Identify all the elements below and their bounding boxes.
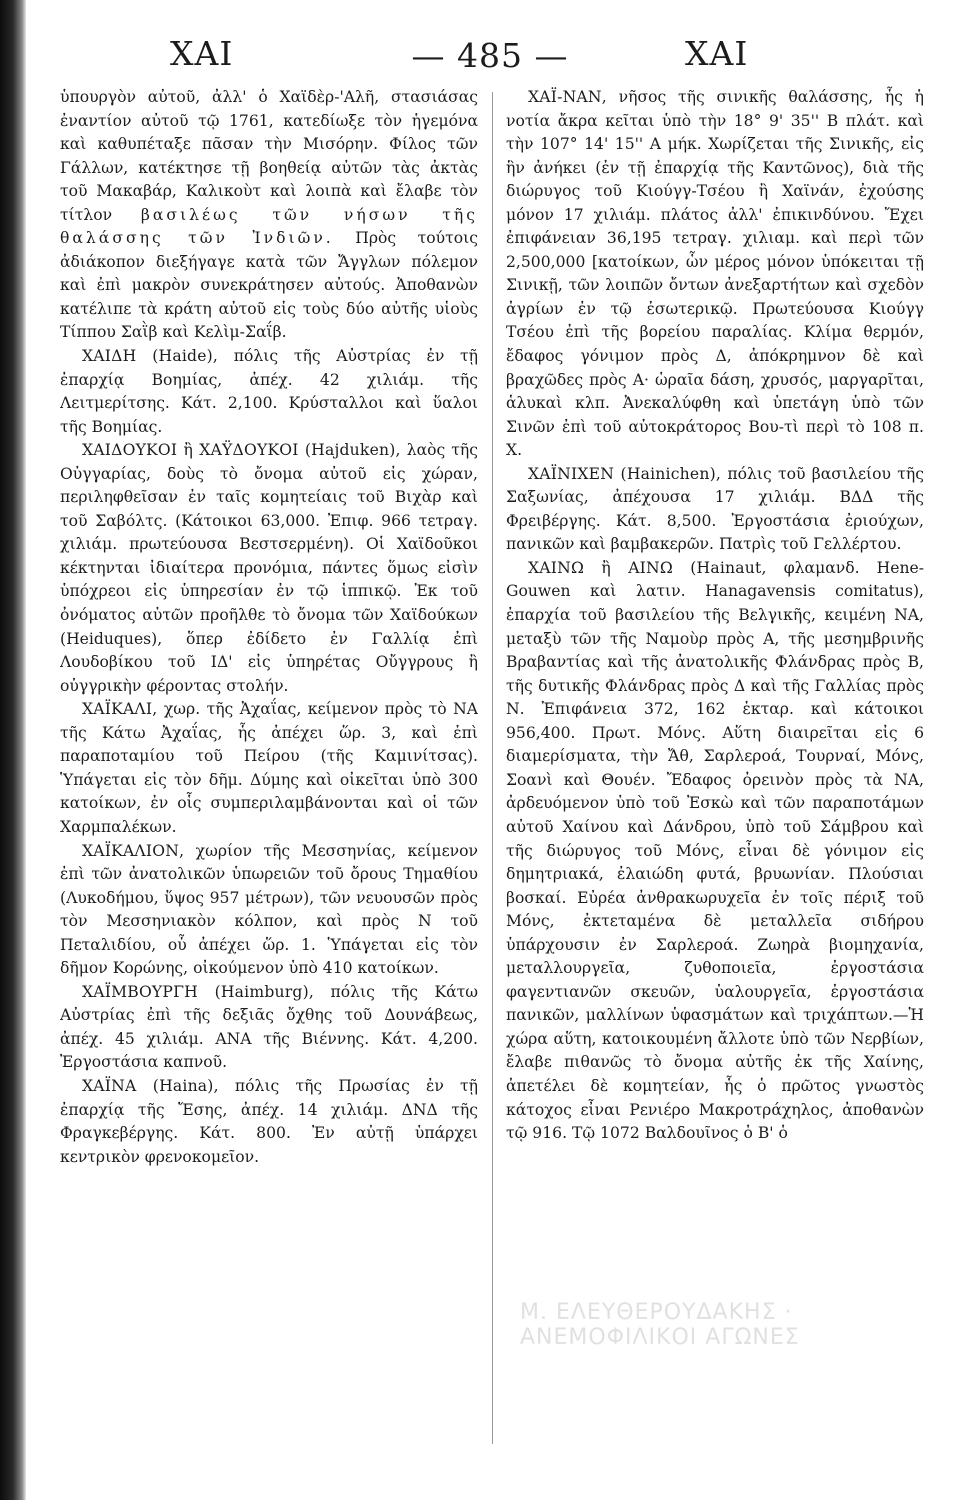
entry-text: πόλις τῆς Πρωσίας ἐν τῇ ἐπαρχίᾳ τῆς Ἔσης, ἀπέχ. 14 χιλιάμ. ΔΝΔ τῆς Φραγκεβέργης. Κάτ. 800. Ἐν αὐτῇ ὑπάρχει κεντρικὸν φρενοκομεῖον. (60, 1076, 478, 1166)
entry-headword: ΧΑΪ-ΝΑΝ, (528, 88, 607, 106)
entry-haina (60, 1075, 478, 1169)
entry-haidoukoi (60, 439, 478, 698)
continued-paragraph (60, 86, 478, 345)
spaced-title-text: βασιλέως τῶν νήσων τῆς θαλάσσης τῶν Ἰνδιῶν. (60, 205, 478, 248)
running-head-left: ΧΑΙ (170, 34, 234, 73)
book-spine-shadow (0, 0, 26, 1500)
dictionary-page (60, 28, 953, 1468)
entry-haimbourgi (60, 981, 478, 1075)
entry-text: χωρ. τῆς Ἀχαΐας, κείμενον πρὸς τὸ ΝΑ τῆς Κάτω Ἀχαΐας, ἧς ἀπέχει ὥρ. 3, καὶ ἐπὶ παραποταμίου τοῦ Πείρου (τῆς Καμινίτσας). Ὑπάγεται εἰς τὸν δῆμ. Δύμης καὶ οἰκεῖται ὑπὸ 300 κατοίκων, ἐν οἷς συμπεριλαμβάνονται καὶ οἱ τῶν Χαρμπαλέκων. (60, 700, 478, 836)
entry-hai-nan (506, 86, 924, 463)
paragraph-text: Πρὸς τούτοις ἀδιάκοπον διεξήγαγε κατὰ τῶν Ἄγγλων πόλεμον καὶ ἐπὶ μακρὸν συνεκράτησεν αὐτούς. Ἀποθανὼν κατέλιπε τὰ κράτη αὐτοῦ εἰς τοὺς δύο αὐτῆς υἱοὺς Τίππου Σαῒβ καὶ Κελὶμ-Σαΐβ. (60, 229, 478, 342)
entry-headword: ΧΑΪΝΑ (Haina), (82, 1076, 219, 1095)
entry-haikali (60, 698, 478, 839)
left-column (60, 86, 478, 1446)
right-column (506, 86, 924, 1446)
entry-text: πόλις τῆς Κάτω Αὐστρίας ἐπὶ τῆς δεξιᾶς ὄχθης τοῦ Δουνάβεως, ἀπέχ. 45 χιλιάμ. ΑΝΑ τῆς Βιέννης. Κάτ. 4,200. Ἐργοστάσια καπνοῦ. (60, 982, 478, 1072)
entry-headword: ΧΑΪΚΑΛΙΟΝ, (82, 841, 185, 860)
entry-haino (506, 557, 924, 1146)
page-number: — 485 — (411, 36, 569, 75)
entry-headword: ΧΑΪΝΙΧΕΝ (Hainichen), (528, 464, 722, 483)
entry-headword: ΧΑΙΔΗ (Haide), (82, 347, 219, 366)
entry-text: λαὸς τῆς Οὐγγαρίας, δοὺς τὸ ὄνομα αὐτοῦ εἰς χώραν, περιληφθεῖσαν ἐν ταῖς κομητείαις τοῦ Βιχὰρ καὶ τοῦ Σαβόλτς. (Κάτοικοι 63,000. Ἐπιφ. 966 τετραγ. χιλιάμ. πρωτεύουσα Βεστσερμένη). Οἱ Χαϊδοῦκοι κέκτηνται ἰδιαίτερα προνόμια, πάντες ὅμως εἰσὶν ὑπόχρεοι εἰς ὑπηρεσίαν ἐν τῷ ἱππικῷ. Ἐκ τοῦ ὀνόματος αὐτῶν προῆλθε τὸ ὄνομα τῶν Χαϊδούκων (Heiduques), ὅπερ ἐδίδετο ἐν Γαλλίᾳ ἐπὶ Λουδοβίκου τοῦ ΙΔ' εἰς ὑπηρέτας Οὔγγρους ἢ οὐγγρικὴν φέροντας στολήν. (60, 441, 478, 695)
paragraph-text: ὑπουργὸν αὐτοῦ, ἀλλ' ὁ Χαϊδὲρ-'Αλῆ, στασιάσας ἐναντίον αὐτοῦ τῷ 1761, κατεδίωξε τὸν ἡγεμόνα καὶ καθυπέταξε πᾶσαν τὴν Μισόρην. Φίλος τῶν Γάλλων, κατέκτησε τῇ βοηθείᾳ αὐτῶν τὰς ἀκτὰς τοῦ Μακαβάρ, Καλικοὺτ καὶ λοιπὰ καὶ ἔλαβε τὸν τίτλον (60, 88, 478, 224)
entry-headword: ΧΑΙΔΟΥΚΟΙ ἢ ΧΑΫΔΟΥΚΟΙ (Hajduken), (82, 441, 401, 460)
entry-text: πόλις τοῦ βασιλείου τῆς Σαξωνίας, ἀπέχουσα 17 χιλιάμ. ΒΔΔ τῆς Φρειβέργης. Κάτ. 8,500. Ἐργοστάσια ἐριούχων, πανικῶν καὶ βαμβακερῶν. Πατρὶς τοῦ Γελλέρτου. (506, 464, 924, 554)
entry-haide (60, 345, 478, 439)
running-head-right: ΧΑΙ (685, 34, 749, 73)
running-head (60, 28, 953, 76)
column-divider (492, 92, 493, 1444)
library-watermark: Μ. ΕΛΕΥΘΕΡΟΥΔΑΚΗΣ · ΑΝΕΜΟΦΙΛΙΚΟΙ ΑΓΩΝΕΣ (520, 1300, 800, 1350)
entry-text: νῆσος τῆς σινικῆς θαλάσσης, ἧς ἡ νοτία ἄκρα κεῖται ὑπὸ τὴν 18° 9' 35'' Β πλάτ. καὶ τὴν 107° 14' 15'' Α μήκ. Χωρίζεται τῆς Σινικῆς, εἰς ἣν ἀνήκει (ἐν τῇ ἐπαρχίᾳ τῆς Καντῶνος), διὰ τῆς διώρυγος τοῦ Κιούγγ-Τσέου ἢ Χαϊνάν, ἐχούσης μόνον 17 χιλιάμ. πλάτος ἀλλ' ἐπικινδύνου. Ἔχει ἐπιφάνειαν 36,195 τετραγ. χιλιαμ. καὶ περὶ τῶν 2,500,000 [κατοίκων, ὧν μέρος μόνον ὑπόκειται τῇ Σινικῇ, τῶν λοιπῶν ὄντων ἀνεξαρτήτων καὶ σχεδὸν ἀγρίων ἐν τῷ ἐσωτερικῷ. Πρωτεύουσα Κιούγγ Τσέου ἐπὶ τῆς βορείου παραλίας. Κλίμα θερμόν, ἔδαφος γόνιμον πρὸς Δ, ἀπόκρημνον δὲ καὶ βραχῶδες πρὸς Α· ὡραῖα δάση, χρυσός, μαργαρῖται, ἁλυκαὶ κλπ. Ἀνεκαλύφθη καὶ ὑπετάγη ὑπὸ τῶν Σινῶν ἐπὶ τοῦ αὐτοκράτορος Βου-τὶ περὶ τὸ 108 π. Χ. (506, 88, 924, 460)
entry-headword: ΧΑΪΜΒΟΥΡΓΗ (Haimburg), (82, 982, 315, 1001)
entry-haikalion (60, 840, 478, 981)
entry-headword: ΧΑΙΝΩ ἢ ΑΙΝΩ (Hainaut, (528, 558, 767, 577)
entry-text: χωρίον τῆς Μεσσηνίας, κείμενον ἐπὶ τῶν ἀνατολικῶν ὑπωρειῶν τοῦ ὄρους Τημαθίου (Λυκοδήμου, ὕψος 957 μέτρων), τῶν νευουσῶν πρὸς τὸν Μεσσηνιακὸν κόλπον, καὶ πρὸς Ν τοῦ Πεταλιδίου, οὗ ἀπέχει ὥρ. 1. Ὑπάγεται εἰς τὸν δῆμον Κορώνης, οἰκούμενον ὑπὸ 410 κατοίκων. (60, 841, 478, 978)
entry-headword: ΧΑΪΚΑΛΙ, (82, 700, 158, 719)
entry-text: πόλις τῆς Αὐστρίας ἐν τῇ ἐπαρχίᾳ Βοημίας, ἀπέχ. 42 χιλιάμ. τῆς Λειτμερίτσης. Κάτ. 2,100. Κρύσταλλοι καὶ ὕαλοι τῆς Βοημίας. (60, 347, 478, 436)
entry-text: φλαμανδ. Hene-Gouwen καὶ λατιν. Hanagavensis comitatus), ἐπαρχία τοῦ βασιλείου τῆς Βελγικῆς, κειμένη ΝΑ, μεταξὺ τῶν τῆς Ναμοὺρ πρὸς Α, τῆς μεσημβρινῆς Βραβαντίας καὶ τῆς ἀνατολικῆς Φλάνδρας πρὸς Β, τῆς δυτικῆς Φλάνδρας πρὸς Δ καὶ τῆς Γαλλίας πρὸς Ν. Ἐπιφάνεια 372, 162 ἑκταρ. καὶ κάτοικοι 956,400. Πρωτ. Μόνς. Αὕτη διαιρεῖται εἰς 6 διαμερίσματα, τὴν Ἄθ, Σαρλεροά, Τουρναί, Μόνς, Σοανὶ καὶ Θουέν. Ἔδαφος ὀρεινὸν πρὸς τὰ ΝΑ, ἀρδευόμενον ὑπὸ τοῦ Ἐσκὼ καὶ τῶν παραποτάμων αὐτοῦ Χαίνου καὶ Δάνδρου, ὑπὸ τοῦ Σάμβρου καὶ τῆς διώρυγος τοῦ Μόνς, εἶναι δὲ γόνιμον εἰς δημητριακά, ἐλαιώδη φυτά, βρυωνίαν. Πλούσιαι βοσκαί. Εὐρέα ἀνθρακωρυχεῖα ἐν τοῖς πέριξ τοῦ Μόνς, ἐκτεταμένα δὲ μεταλλεῖα σιδήρου ὑπάρχουσιν ἐν Σαρλεροά. Ζωηρὰ βιομηχανία, μεταλλουργεῖα, ζυθοποιεῖα, ἐργοστάσια φαγεντιανῶν σκευῶν, ὑαλουργεῖα, ἐργοστάσια πανικῶν, μαλλίνων ὑφασμάτων καὶ τριχάπτων.—Ἡ χώρα αὕτη, κατοικουμένη ἄλλοτε ὑπὸ τῶν Νερβίων, ἔλαβε πιθανῶς τὸ ὄνομα αὐτῆς ἐκ τῆς Χαίνης, ἀπετέλει δὲ κομητείαν, ἧς ὁ πρῶτος γνωστὸς κάτοχος εἶναι Ρενιέρο Μακροτράχηλος, ἀποθανὼν τῷ 916. Τῷ 1072 Βαλδουῖνος ὁ Β' ὁ (506, 558, 924, 1143)
entry-hainichen (506, 463, 924, 557)
